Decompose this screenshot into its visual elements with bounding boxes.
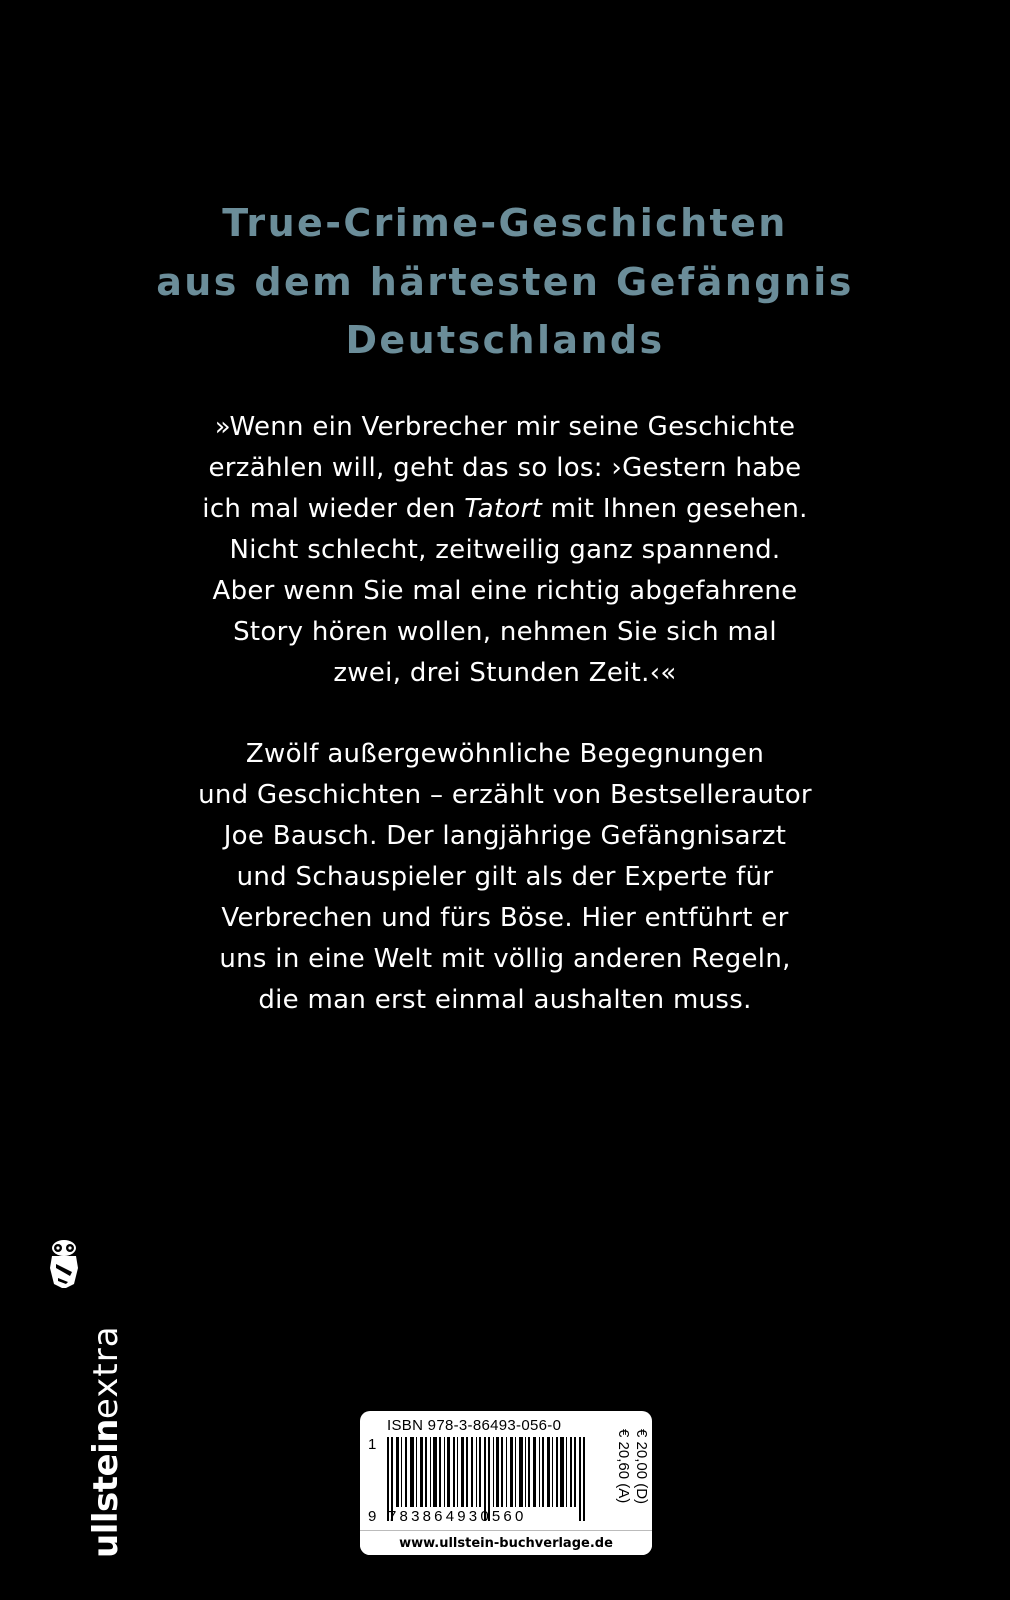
barcode-lead-digit-bottom: 9 [368, 1508, 377, 1525]
price-austria: € 20,60 (A) [615, 1429, 632, 1504]
blurb-quote [0, 407, 1010, 694]
price-block [614, 1429, 650, 1504]
quote-line-3-start: ich mal wieder den [202, 494, 465, 524]
description-line-3: Joe Bausch. Der langjährige Gefängnisarzt [223, 821, 787, 851]
headline-line-3: Deutschlands [345, 318, 665, 362]
description-line-4: und Schauspieler gilt als der Experte für [236, 862, 774, 892]
cover-headline [0, 194, 1010, 370]
owl-icon [44, 1238, 84, 1290]
publisher-wordmark [86, 1325, 126, 1558]
quote-line-5: Aber wenn Sie mal eine richtig abgefahrene [212, 576, 798, 606]
description-line-5: Verbrechen und fürs Böse. Hier entführt er [221, 903, 789, 933]
quote-line-7: zwei, drei Stunden Zeit.‹« [333, 658, 677, 688]
price-germany: € 20,00 (D) [633, 1429, 650, 1505]
barcode-lead-digit-top: 1 [368, 1436, 377, 1453]
barcode-digits: 783864930560 [388, 1508, 527, 1525]
headline-line-2: aus dem härtesten Gefängnis [156, 259, 854, 304]
description-line-6: uns in eine Welt mit völlig anderen Regeln, [219, 944, 791, 974]
description-line-1: Zwölf außergewöhnliche Begegnungen [245, 739, 765, 769]
description-line-7: die man erst einmal aushalten muss. [258, 985, 752, 1015]
isbn-barcode-label [360, 1411, 652, 1555]
quote-line-1: »Wenn ein Verbrecher mir seine Geschichte [214, 412, 796, 442]
publisher-logo [44, 1238, 126, 1558]
quote-title-tatort: Tatort [464, 494, 543, 524]
publisher-url: www.ullstein-buchverlage.de [360, 1530, 652, 1555]
description-line-2: und Geschichten – erzählt von Bestsellerautor [198, 780, 812, 810]
headline-line-1: True-Crime-Geschichten [222, 201, 788, 245]
quote-line-3-end: mit Ihnen gesehen. [542, 494, 808, 524]
quote-line-3 [0, 489, 1010, 530]
publisher-brand: ullstein [86, 1419, 126, 1558]
quote-line-2: erzählen will, geht das so los: ›Gestern habe [208, 453, 802, 483]
publisher-imprint: extra [86, 1325, 126, 1420]
quote-line-6: Story hören wollen, nehmen Sie sich mal [233, 617, 777, 647]
book-description [0, 734, 1010, 1021]
quote-line-4: Nicht schlecht, zeitweilig ganz spannend. [229, 535, 781, 565]
isbn-number: ISBN 978-3-86493-056-0 [387, 1417, 562, 1434]
